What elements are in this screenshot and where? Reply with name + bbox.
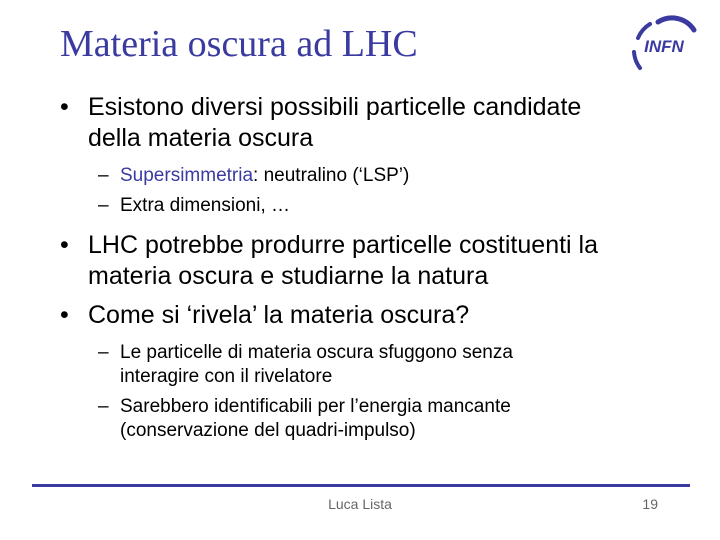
bullet-1-text-line2: della materia oscura [88, 124, 314, 152]
sub-bullet-3-1 [60, 341, 700, 389]
bullet-1-subs [60, 164, 700, 218]
dash-icon: – [98, 396, 109, 417]
bullet-1 [60, 92, 700, 154]
bullet-icon: • [60, 93, 69, 121]
sub-bullet-3-2 [60, 395, 700, 443]
sub-bullet-1-1 [60, 164, 700, 188]
bullet-3 [60, 300, 700, 331]
sub-bullet-1-2-text: Extra dimensioni, … [120, 195, 291, 216]
logo-text: INFN [644, 37, 684, 56]
dash-icon: – [98, 342, 109, 363]
sub-bullet-3-1-line2: interagire con il rivelatore [120, 366, 333, 387]
bullet-2 [60, 230, 700, 292]
bullet-3-subs [60, 341, 700, 443]
slide-content [60, 92, 700, 455]
bullet-icon: • [60, 231, 69, 259]
infn-logo [628, 12, 700, 74]
footer-author: Luca Lista [328, 496, 392, 512]
sub-bullet-3-1-line1: Le particelle di materia oscura sfuggono senza [120, 342, 513, 363]
sub-bullet-1-2 [60, 194, 700, 218]
bullet-2-text-line1: LHC potrebbe produrre particelle costituenti la [88, 231, 598, 259]
sub-bullet-3-2-line2: (conservazione del quadri-impulso) [120, 420, 416, 441]
bullet-3-text-line1: Come si ‘rivela’ la materia oscura? [88, 301, 470, 329]
dash-icon: – [98, 195, 109, 216]
sub-bullet-1-1-text: : neutralino (‘LSP’) [253, 165, 410, 186]
sub-bullet-3-2-line1: Sarebbero identificabili per l’energia mancante [120, 396, 511, 417]
footer-divider [32, 484, 690, 487]
bullet-2-text-line2: materia oscura e studiarne la natura [88, 262, 489, 290]
slide-title: Materia oscura ad LHC [60, 23, 418, 65]
page-number: 19 [642, 496, 658, 512]
bullet-1-text-line1: Esistono diversi possibili particelle candidate [88, 93, 582, 121]
bullet-icon: • [60, 301, 69, 329]
supersymmetry-link: Supersimmetria [120, 165, 254, 186]
dash-icon: – [98, 165, 109, 186]
